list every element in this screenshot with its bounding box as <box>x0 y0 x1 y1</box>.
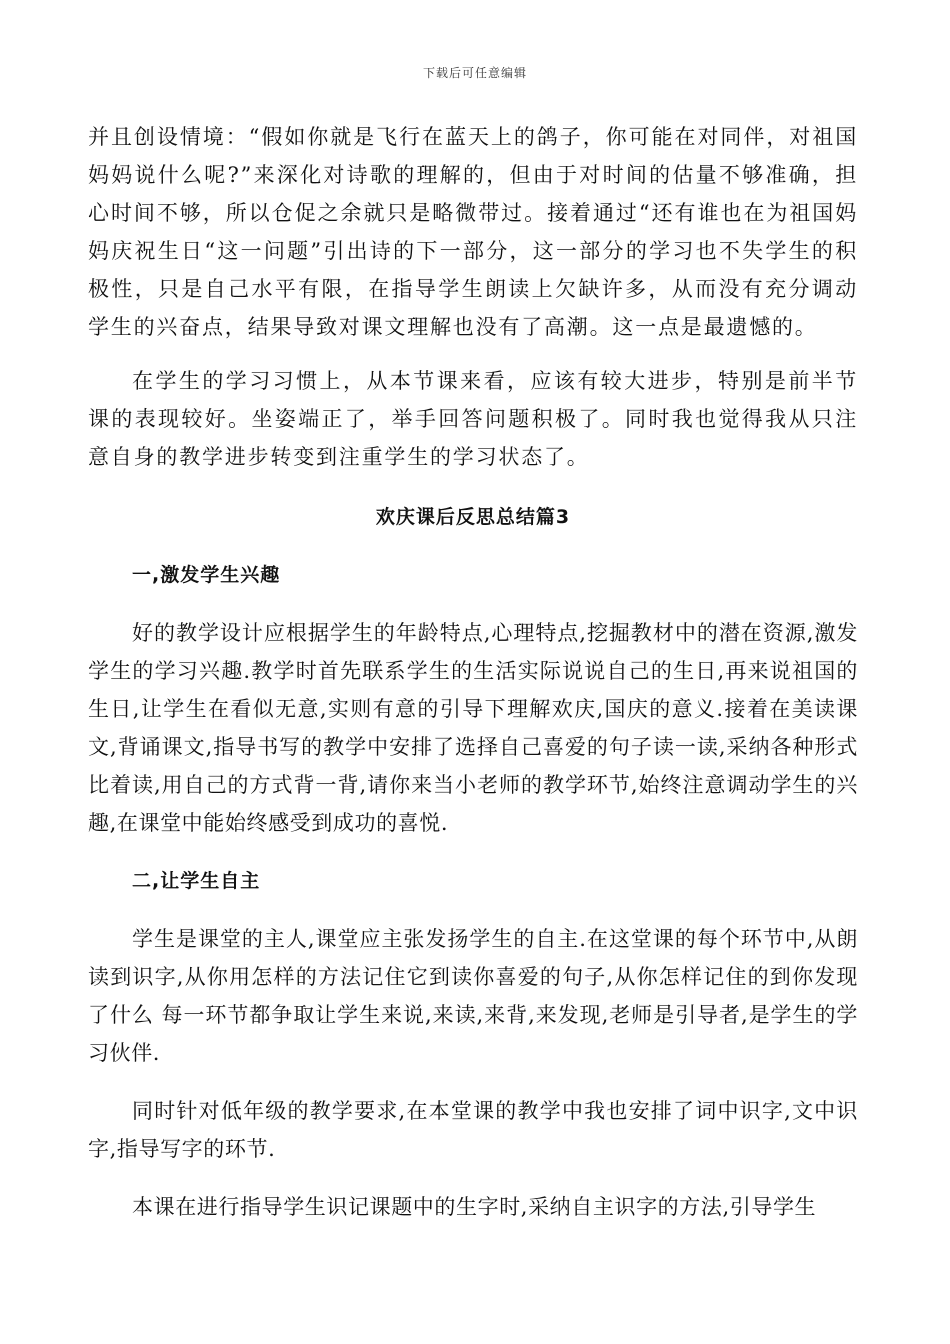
document-body <box>88 118 858 1226</box>
heading-autonomy: 二,让学生自主 <box>132 870 261 892</box>
paragraph-2: 在学生的学习习惯上，从本节课来看，应该有较大进步，特别是前半节课的表现较好。坐姿端正了，举手回答问题积极了。同时我也觉得我从只注意自身的教学进步转变到注重学生的学习状态了。 <box>88 369 858 469</box>
paragraph-1: 并且创设情境：“假如你就是飞行在蓝天上的鸽子，你可能在对同伴，对祖国妈妈说什么呢?”来深化对诗歌的理解的，但由于对时间的估量不够准确，担心时间不够，所以仓促之余就只是略微带过。接着通过“还有谁也在为祖国妈妈庆祝生日“这一问题”引出诗的下一部分，这一部分的学习也不失学生的积极性，只是自己水平有限，在指导学生朗读上欠缺许多，从而没有充分调动学生的兴奋点，结果导致对课文理解也没有了高潮。这一点是最遗憾的。 <box>88 125 858 339</box>
paragraph-5: 同时针对低年级的教学要求,在本堂课的教学中我也安排了词中识字,文中识字,指导写字的环节. <box>88 1099 858 1161</box>
section-title: 欢庆课后反思总结篇3 <box>375 506 571 528</box>
paragraph-3: 好的教学设计应根据学生的年龄特点,心理特点,挖掘教材中的潜在资源,激发学生的学习兴趣.教学时首先联系学生的生活实际说说自己的生日,再来说祖国的生日,让学生在看似无意,实则有意的引导下理解欢庆,国庆的意义.接着在美读课文,背诵课文,指导书写的教学中安排了选择自己喜爱的句子读一读,采纳各种形式比着读,用自己的方式背一背,请你来当小老师的教学环节,始终注意调动学生的兴趣,在课堂中能始终感受到成功的喜悦. <box>88 621 858 835</box>
page-header-note: 下载后可任意编辑 <box>422 66 527 80</box>
heading-interest: 一,激发学生兴趣 <box>132 564 281 586</box>
paragraph-6: 本课在进行指导学生识记课题中的生字时,采纳自主识字的方法,引导学生 <box>132 1195 817 1219</box>
paragraph-4: 学生是课堂的主人,课堂应主张发扬学生的自主.在这堂课的每个环节中,从朗读到识字,从你用怎样的方法记住它到读你喜爱的句子,从你怎样记住的到你发现了什么 每一环节都争取让学生来说,来读,来背,来发现,老师是引导者,是学生的学习伙伴. <box>88 927 858 1065</box>
